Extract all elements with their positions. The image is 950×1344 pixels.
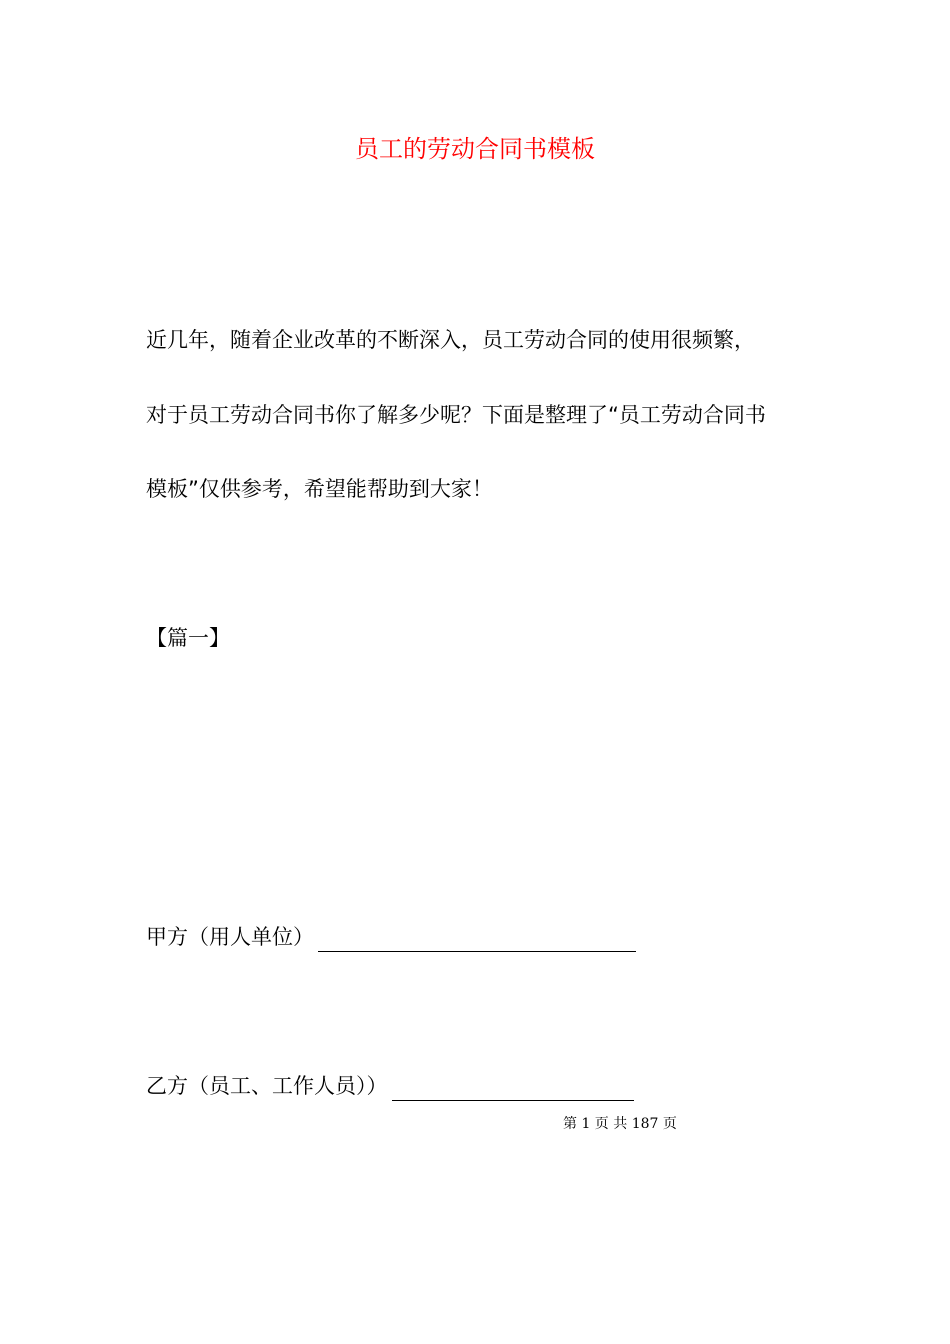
page-footer: 第 1 页 共 187 页	[563, 1116, 677, 1132]
intro-line-2: 对于员工劳动合同书你了解多少呢？下面是整理了“员工劳动合同书	[146, 403, 766, 427]
intro-line-1: 近几年，随着企业改革的不断深入，员工劳动合同的使用很频繁，	[146, 328, 755, 352]
section-heading: 【篇一】	[146, 626, 230, 650]
party-b-label: 乙方（员工、工作人员））	[146, 1074, 388, 1098]
party-a-blank-line	[318, 925, 636, 952]
party-b-field	[146, 1071, 634, 1101]
party-a-field	[146, 922, 636, 952]
party-b-blank-line	[392, 1074, 634, 1101]
document-title: 员工的劳动合同书模板	[355, 135, 595, 163]
intro-line-3: 模板”仅供参考，希望能帮助到大家！	[146, 477, 493, 501]
party-a-label: 甲方（用人单位）	[146, 925, 314, 949]
